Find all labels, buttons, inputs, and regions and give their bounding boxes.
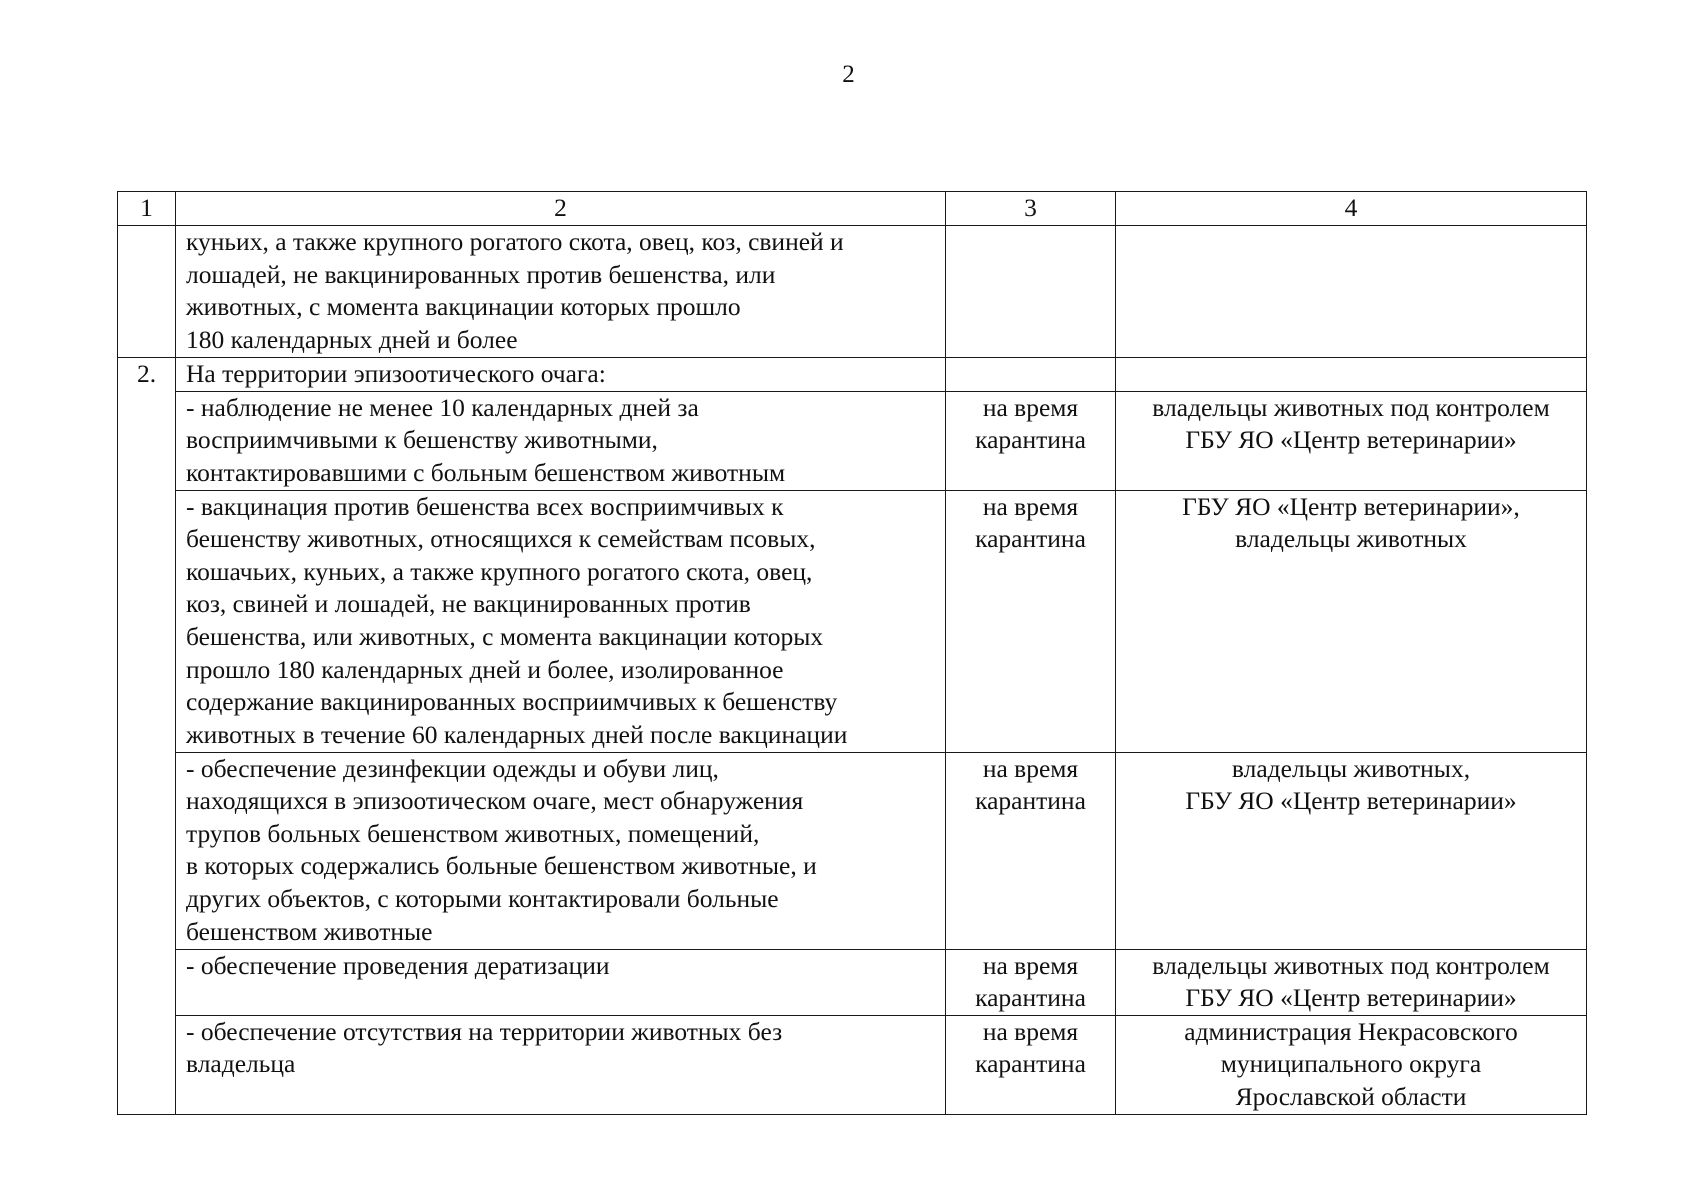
term-cell <box>946 226 1116 358</box>
responsible-cell: владельцы животных, ГБУ ЯО «Центр ветеринарии» <box>1116 752 1587 949</box>
header-col-3: 3 <box>946 192 1116 226</box>
term-cell: на время карантина <box>946 391 1116 490</box>
page-number: 2 <box>842 61 855 88</box>
table-row <box>118 391 1587 490</box>
responsible-cell <box>1116 226 1587 358</box>
row-number <box>118 226 176 358</box>
responsible-cell: администрация Некрасовского муниципального округа Ярославской области <box>1116 1015 1587 1114</box>
measure-cell: - обеспечение проведения дератизации <box>176 949 946 1015</box>
term-cell <box>946 358 1116 392</box>
responsible-cell: владельцы животных под контролем ГБУ ЯО «Центр ветеринарии» <box>1116 949 1587 1015</box>
table-row <box>118 226 1587 358</box>
row-number: 2. <box>118 358 176 1115</box>
table-row <box>118 949 1587 1015</box>
measures-table <box>117 191 1587 1115</box>
term-cell: на время карантина <box>946 1015 1116 1114</box>
measure-cell: - вакцинация против бешенства всех восприимчивых к бешенству животных, относящихся к семействам псовых, кошачьих, куньих, а также крупного рогатого скота, овец, коз, свиней и лошадей, не вакцинированных против бешенства, или животных, с момента вакцинации которых прошло 180 календарных дней и более, изолированное содержание вакцинированных восприимчивых к бешенству животных в течение 60 календарных дней после вакцинации <box>176 490 946 752</box>
measure-cell: - обеспечение дезинфекции одежды и обуви лиц, находящихся в эпизоотическом очаге, мест обнаружения трупов больных бешенством животных, помещений, в которых содержались больные бешенством животные, и других объектов, с которыми контактировали больные бешенством животные <box>176 752 946 949</box>
table-header-row <box>118 192 1587 226</box>
responsible-cell: ГБУ ЯО «Центр ветеринарии», владельцы животных <box>1116 490 1587 752</box>
header-col-2: 2 <box>176 192 946 226</box>
measure-cell: куньих, а также крупного рогатого скота, овец, коз, свиней и лошадей, не вакцинированных против бешенства, или животных, с момента вакцинации которых прошло 180 календарных дней и более <box>176 226 946 358</box>
term-cell: на время карантина <box>946 490 1116 752</box>
term-cell: на время карантина <box>946 752 1116 949</box>
responsible-cell: владельцы животных под контролем ГБУ ЯО «Центр ветеринарии» <box>1116 391 1587 490</box>
table-row <box>118 358 1587 392</box>
table-row <box>118 752 1587 949</box>
header-col-4: 4 <box>1116 192 1587 226</box>
responsible-cell <box>1116 358 1587 392</box>
table-row <box>118 1015 1587 1114</box>
measure-cell: - наблюдение не менее 10 календарных дней за восприимчивыми к бешенству животными, контактировавшими с больным бешенством животным <box>176 391 946 490</box>
table-row <box>118 490 1587 752</box>
term-cell: на время карантина <box>946 949 1116 1015</box>
header-col-1: 1 <box>118 192 176 226</box>
measure-cell: На территории эпизоотического очага: <box>176 358 946 392</box>
measure-cell: - обеспечение отсутствия на территории животных без владельца <box>176 1015 946 1114</box>
